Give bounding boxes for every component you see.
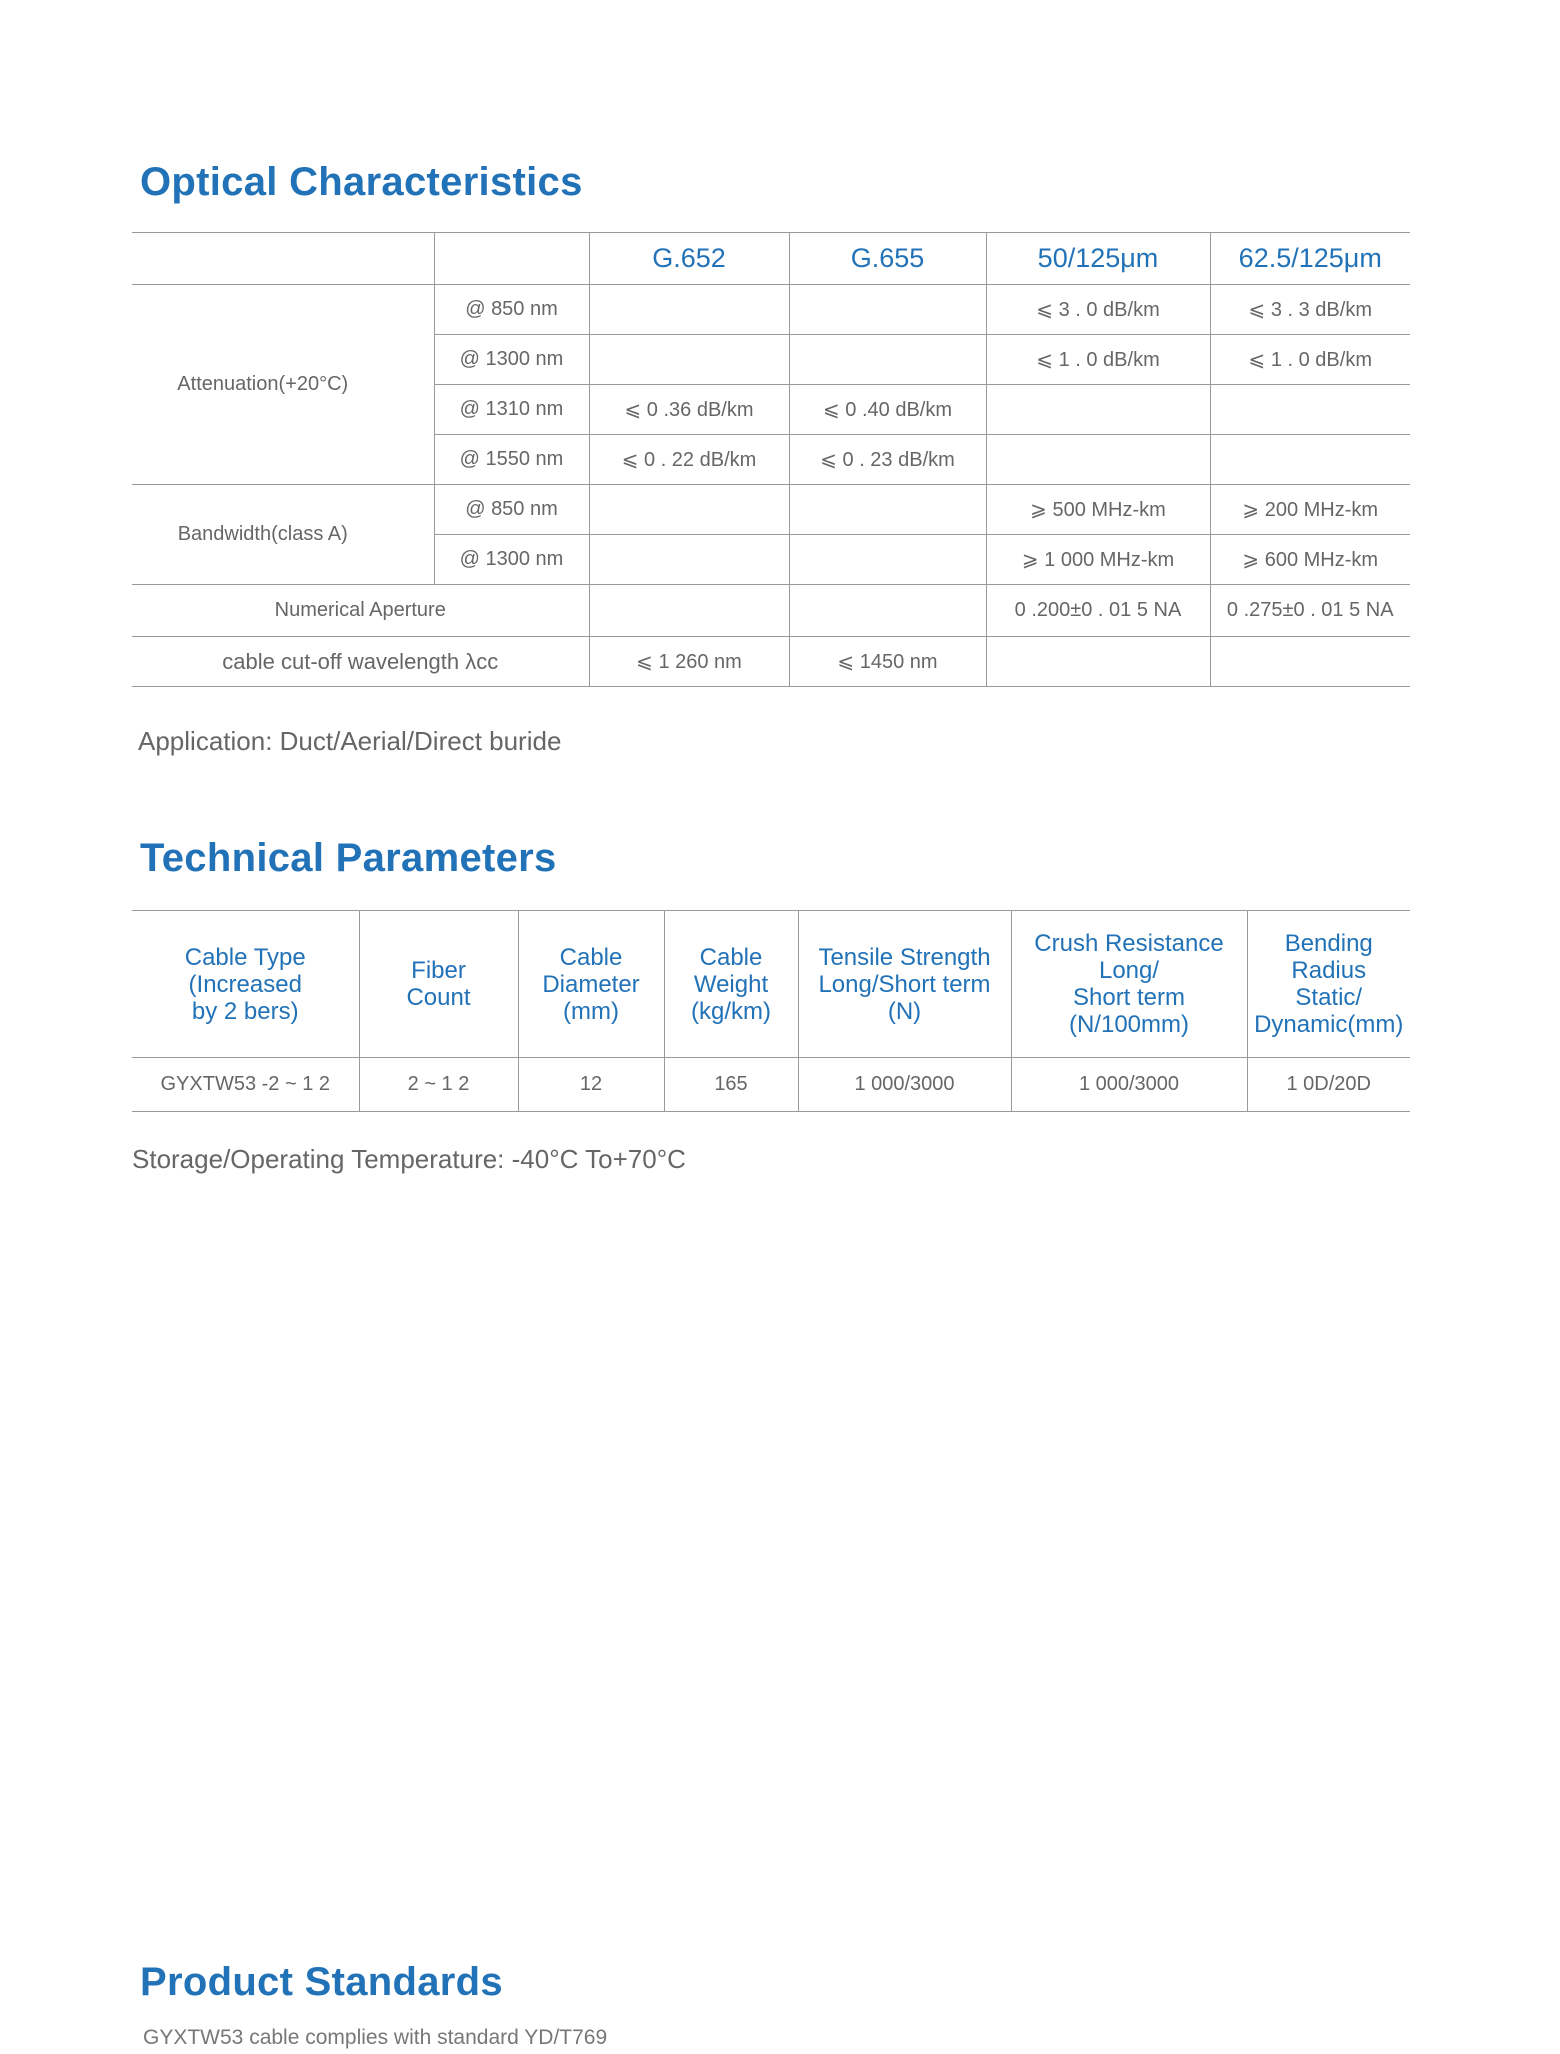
header-cable-weight: Cable Weight (kg/km) (664, 911, 798, 1058)
cell-cable-weight: 165 (664, 1058, 798, 1112)
bandwidth-g652 (589, 535, 789, 585)
attenuation-g655 (789, 335, 986, 385)
application-note: Application: Duct/Aerial/Direct buride (138, 726, 562, 756)
attenuation-g652: ⩽ 0 . 22 dB/km (589, 435, 789, 485)
attenuation-50-125 (986, 435, 1210, 485)
cutoff-wavelength-g652: ⩽ 1 260 nm (589, 637, 789, 687)
optical-header-blank (132, 233, 434, 285)
technical-header-row (132, 911, 1410, 1058)
attenuation-62-5-125: ⩽ 3 . 3 dB/km (1210, 285, 1410, 335)
optical-header-g655: G.655 (789, 233, 986, 285)
attenuation-g652: ⩽ 0 .36 dB/km (589, 385, 789, 435)
header-bending-radius: Bending Radius Static/ Dynamic(mm) (1247, 911, 1410, 1058)
technical-section-title: Technical Parameters (140, 836, 557, 880)
cutoff-wavelength-label: cable cut-off wavelength λcc (132, 637, 589, 687)
attenuation-g652 (589, 285, 789, 335)
attenuation-wavelength: @ 1300 nm (434, 335, 589, 385)
attenuation-g655 (789, 285, 986, 335)
numerical-aperture-g652 (589, 585, 789, 637)
cell-fiber-count: 2 ~ 1 2 (359, 1058, 518, 1112)
technical-data-row (132, 1058, 1410, 1112)
optical-header-blank-2 (434, 233, 589, 285)
header-fiber-count: Fiber Count (359, 911, 518, 1058)
optical-header-50-125: 50/125μm (986, 233, 1210, 285)
technical-parameters-table (132, 910, 1410, 1112)
cutoff-wavelength-50-125 (986, 637, 1210, 687)
standards-text: GYXTW53 cable complies with standard YD/T769 (143, 2026, 608, 2049)
bandwidth-62-5-125: ⩾ 200 MHz-km (1210, 485, 1410, 535)
optical-header-g652: G.652 (589, 233, 789, 285)
optical-header-row (132, 233, 1410, 285)
bandwidth-g655 (789, 485, 986, 535)
optical-header-62-5-125: 62.5/125μm (1210, 233, 1410, 285)
attenuation-g655: ⩽ 0 . 23 dB/km (789, 435, 986, 485)
cutoff-wavelength-g655: ⩽ 1450 nm (789, 637, 986, 687)
bandwidth-row (132, 485, 1410, 535)
numerical-aperture-label: Numerical Aperture (132, 585, 589, 637)
attenuation-g652 (589, 335, 789, 385)
header-cable-type: Cable Type (Increased by 2 bers) (132, 911, 359, 1058)
bandwidth-wavelength: @ 1300 nm (434, 535, 589, 585)
temperature-note: Storage/Operating Temperature: -40°C To+70°C (132, 1144, 686, 1174)
cell-cable-type: GYXTW53 -2 ~ 1 2 (132, 1058, 359, 1112)
numerical-aperture-62-5-125: 0 .275±0 . 01 5 NA (1210, 585, 1410, 637)
optical-characteristics-table (132, 232, 1410, 687)
attenuation-62-5-125: ⩽ 1 . 0 dB/km (1210, 335, 1410, 385)
cell-bending-radius: 1 0D/20D (1247, 1058, 1410, 1112)
header-cable-diameter: Cable Diameter (mm) (518, 911, 664, 1058)
attenuation-g655: ⩽ 0 .40 dB/km (789, 385, 986, 435)
bandwidth-g652 (589, 485, 789, 535)
attenuation-50-125: ⩽ 3 . 0 dB/km (986, 285, 1210, 335)
header-tensile-strength: Tensile Strength Long/Short term (N) (798, 911, 1011, 1058)
numerical-aperture-50-125: 0 .200±0 . 01 5 NA (986, 585, 1210, 637)
cell-crush-resistance: 1 000/3000 (1011, 1058, 1247, 1112)
attenuation-row (132, 285, 1410, 335)
cutoff-wavelength-62-5-125 (1210, 637, 1410, 687)
attenuation-label: Attenuation(+20°C) (132, 285, 434, 485)
attenuation-50-125 (986, 385, 1210, 435)
attenuation-wavelength: @ 1310 nm (434, 385, 589, 435)
numerical-aperture-g655 (789, 585, 986, 637)
optical-section-title: Optical Characteristics (140, 160, 583, 204)
attenuation-62-5-125 (1210, 385, 1410, 435)
bandwidth-wavelength: @ 850 nm (434, 485, 589, 535)
numerical-aperture-row (132, 585, 1410, 637)
bandwidth-62-5-125: ⩾ 600 MHz-km (1210, 535, 1410, 585)
bandwidth-label: Bandwidth(class A) (132, 485, 434, 585)
cell-tensile-strength: 1 000/3000 (798, 1058, 1011, 1112)
attenuation-wavelength: @ 850 nm (434, 285, 589, 335)
attenuation-50-125: ⩽ 1 . 0 dB/km (986, 335, 1210, 385)
attenuation-wavelength: @ 1550 nm (434, 435, 589, 485)
header-crush-resistance: Crush Resistance Long/ Short term (N/100mm) (1011, 911, 1247, 1058)
cutoff-wavelength-row (132, 637, 1410, 687)
bandwidth-g655 (789, 535, 986, 585)
attenuation-62-5-125 (1210, 435, 1410, 485)
bandwidth-50-125: ⩾ 1 000 MHz-km (986, 535, 1210, 585)
bandwidth-50-125: ⩾ 500 MHz-km (986, 485, 1210, 535)
cell-cable-diameter: 12 (518, 1058, 664, 1112)
standards-section-title: Product Standards (140, 1960, 503, 2004)
